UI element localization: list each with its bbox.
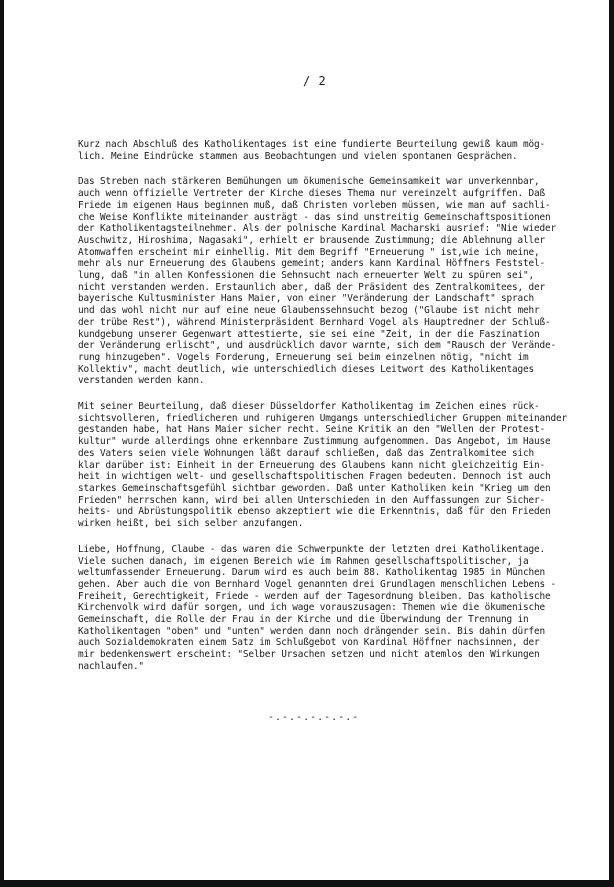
text-line: bayerische Kultusminister Hans Maier, von einer "Veränderung der Landschaft" sprach — [78, 293, 535, 305]
text-line: auch Sozialdemokraten einem Satz im Schlußgebot von Kardinal Höffner nachsinnen, der — [78, 637, 540, 649]
text-line: klar darüber ist: Einheit in der Erneuerung des Glaubens kann nicht gleichzeitig Ein- — [78, 459, 546, 471]
paragraph — [78, 544, 562, 673]
text-line: auch wenn offizielle Vertreter der Kirche dieses Thema nur vereinzelt aufgriffen. Daß — [78, 188, 546, 200]
document-body — [78, 139, 567, 687]
paragraph — [78, 401, 567, 530]
text-line: sichtsvolleren, friedlicheren und ruhigeren Umgangs unterschiedlicher Gruppen miteinander — [78, 412, 567, 424]
text-line: Freiheit, Gerechtigkeit, Friede - werden auf der Tagesordnung bleiben. Das katholische — [78, 590, 551, 602]
text-line: kundgebung unserer Gegenwart attestierte, sie sei eine "Zeit, in der die Faszination — [78, 328, 540, 340]
text-line: Kurz nach Abschluß des Katholikentages ist eine fundierte Beurteilung gewiß kaum mög- — [78, 139, 546, 150]
text-line: wirken heißt, bei sich selber anzufangen. — [78, 518, 304, 530]
text-line: gehen. Aber auch die von Bernhard Vogel genannten drei Grundlagen menschlichen Lebens - — [78, 578, 556, 590]
end-separator: -.-.-.-.-.-.- — [268, 712, 360, 723]
paragraph — [78, 176, 562, 387]
text-line: kultur" wurde allerdings ohne erkennbare Zustimmung aufgenommen. Das Angebot, im Hause — [78, 436, 551, 448]
text-line: starkes Gemeinschaftsgefühl sichtbar geworden. Daß unter Katholiken kein "Krieg um den — [78, 482, 551, 494]
text-line: lung, daß "in allen Konfessionen die Sehnsucht nach erneuerter Welt zu spüren sei", — [78, 270, 535, 282]
paragraph — [78, 139, 562, 162]
text-line: Atomwaffen erscheint mir einhellig. Mit dem Begriff "Erneuerung " ist,wie ich meine, — [78, 246, 540, 258]
text-line: Liebe, Hoffnung, Claube - das waren die Schwerpunkte der letzten drei Katholikentage. — [78, 543, 546, 555]
text-line: Das Streben nach stärkeren Bemühungen um ökumenische Gemeinsamkeit war unverkennbar, — [78, 176, 540, 188]
text-line: gestanden habe, hat Hans Maier sicher recht. Seine Kritik an den "Wellen der Protest- — [78, 424, 546, 436]
text-line: mehr als nur Erneuerung des Glaubens gemeint; anders kann Kardinal Höffners Feststel- — [78, 258, 546, 270]
text-line: weltumfassender Erneuerung. Darum wird es auch beim 88. Katholikentag 1985 in München — [78, 567, 546, 579]
text-line: Mit seiner Beurteilung, daß dieser Düsseldorfer Katholikentag im Zeichen eines rück- — [78, 401, 540, 413]
scan-border-right — [609, 0, 614, 887]
text-line: der Katholikentagsteilnehmer. Als der polnische Kardinal Macharski ausrief: "Nie wieder — [78, 223, 556, 235]
scan-border-left — [0, 0, 4, 887]
text-line: Gemeinschaft, die Rolle der Frau in der Kirche und die Überwindung der Trennung in — [78, 614, 529, 626]
text-line: Kollektiv", macht deutlich, wie unterschiedlich dieses Leitwort des Katholikentages — [78, 363, 535, 375]
text-line: nicht verstanden werden. Erstaunlich aber, daß der Präsident des Zentralkomitees, der — [78, 281, 546, 293]
scan-border-bottom — [0, 880, 614, 887]
text-line: Auschwitz, Hiroshima, Nagasaki", erhielt er brausende Zustimmung; die Ablehnung aller — [78, 234, 546, 246]
text-line: Katholikentagen "oben" und "unten" werden dann noch drängender sein. Bis dahin dürfen — [78, 625, 546, 637]
text-line: Viele suchen danach, im eigenen Bereich wie im Rahmen gesellschaftspolitischer, ja — [78, 555, 529, 567]
text-line: Kirchenvolk wird dafür sorgen, und ich wage vorauszusagen: Themen wie die ökumenische — [78, 602, 546, 614]
text-line: Friede im eigenen Haus beginnen muß, daß Christen vorleben müssen, wie man auf sachli- — [78, 199, 551, 211]
text-line: Frieden" herrschen kann, wird bei allen Unterschieden in den Auffassungen zur Sicher- — [78, 494, 546, 506]
text-line: des Vaters seien viele Wohnungen läßt darauf schließen, daß das Zentralkomitee sich — [78, 447, 535, 459]
text-line: nachlaufen." — [78, 660, 144, 672]
text-line: rung hinzugeben". Vogels Forderung, Erneuerung sei beim einzelnen nötig, "nicht im — [78, 351, 529, 363]
text-line: heits- und Abrüstungspolitik ebenso akzeptiert wie die Erkenntnis, daß für den Frieden — [78, 506, 551, 518]
text-line: und das wohl nicht nur auf eine neue Glaubenssehnsucht bezog ("Glaube ist nicht mehr — [78, 305, 540, 317]
text-line: che Weise Konflikte miteinander austrägt - das sind unstreitig Gemeinschaftspositionen — [78, 211, 551, 223]
page-number: / 2 — [303, 74, 327, 88]
text-line: mir bedenkenswert erscheint: "Selber Ursachen setzen und nicht atemlos den Wirkungen — [78, 649, 540, 661]
text-line: der Veränderung erlischt", und ausdrücklich davor warnte, sich dem "Rausch der Verände- — [78, 340, 556, 352]
text-line: lich. Meine Eindrücke stammen aus Beobachtungen und vielen spontanen Gesprächen. — [78, 150, 518, 162]
text-line: heit in wichtigen welt- und gesellschaftspolitischen Fragen bedeuten. Dennoch ist auch — [78, 471, 551, 483]
text-line: der trübe Rest"), während Ministerpräsident Bernhard Vogel als Hauptredner der Schluß- — [78, 316, 551, 328]
text-line: verstanden werden kann. — [78, 375, 205, 387]
